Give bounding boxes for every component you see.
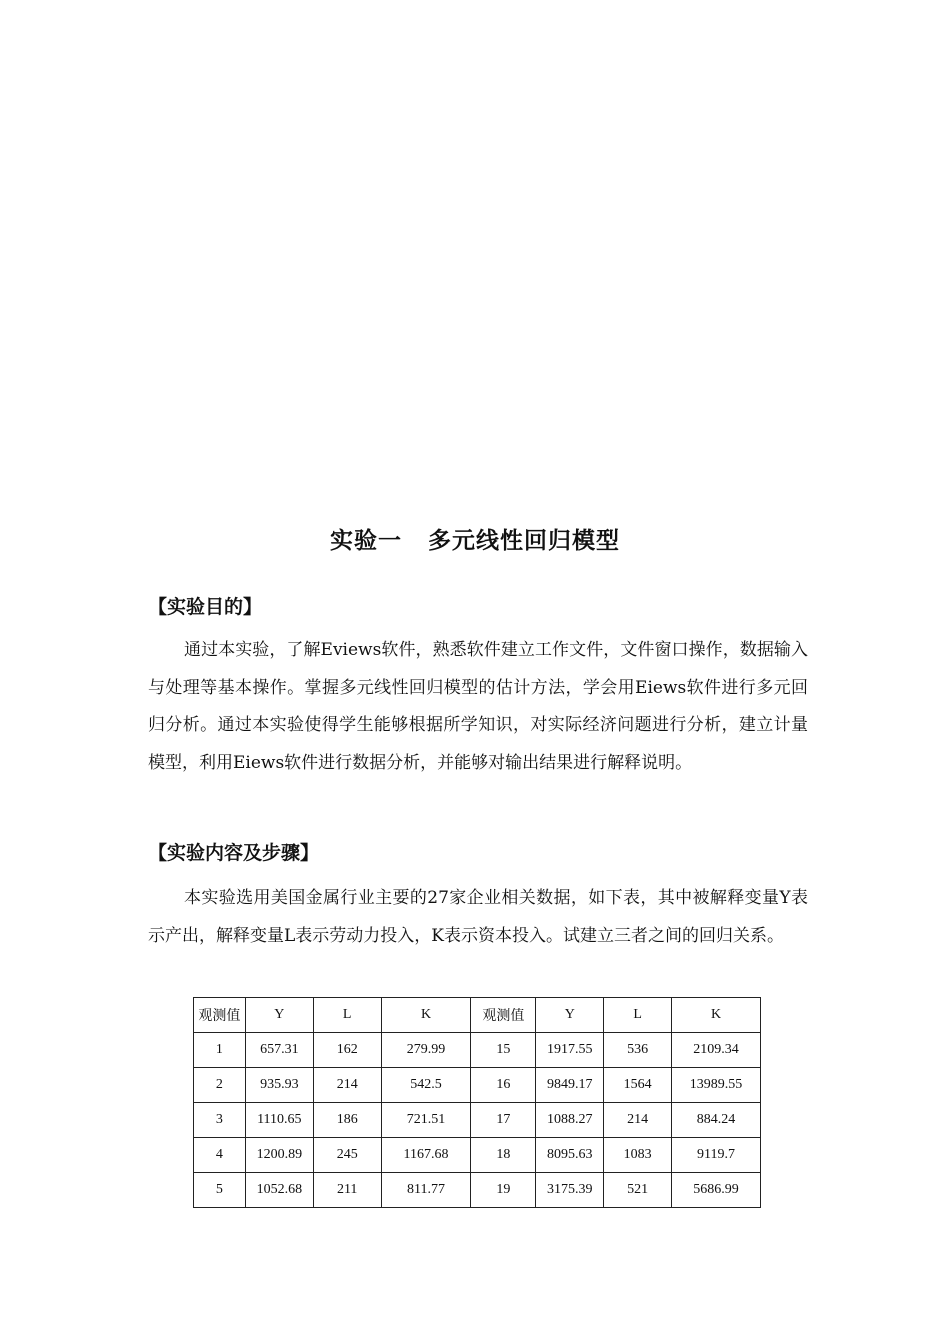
table-cell: 245 xyxy=(313,1138,381,1173)
table-cell: 5 xyxy=(194,1173,246,1208)
title-part-2: 多元线性回归模型 xyxy=(428,528,620,554)
header-cell: Y xyxy=(536,998,604,1033)
table-header-row xyxy=(194,998,761,1033)
table-cell: 13989.55 xyxy=(672,1068,761,1103)
table-cell: 19 xyxy=(471,1173,536,1208)
table-cell: 721.51 xyxy=(381,1103,471,1138)
table-cell: 1 xyxy=(194,1033,246,1068)
table-row xyxy=(194,1138,761,1173)
header-cell: 观测值 xyxy=(471,998,536,1033)
table-row xyxy=(194,1103,761,1138)
table-cell: 15 xyxy=(471,1033,536,1068)
table-row xyxy=(194,1068,761,1103)
table-row xyxy=(194,1173,761,1208)
header-cell: 观测值 xyxy=(194,998,246,1033)
header-cell: K xyxy=(381,998,471,1033)
table-cell: 1052.68 xyxy=(245,1173,313,1208)
table-cell: 1167.68 xyxy=(381,1138,471,1173)
table-cell: 657.31 xyxy=(245,1033,313,1068)
table-cell: 536 xyxy=(604,1033,672,1068)
table-cell: 2109.34 xyxy=(672,1033,761,1068)
table-cell: 1110.65 xyxy=(245,1103,313,1138)
table-cell: 8095.63 xyxy=(536,1138,604,1173)
table-cell: 811.77 xyxy=(381,1173,471,1208)
table-cell: 4 xyxy=(194,1138,246,1173)
section-heading-objective: 【实验目的】 xyxy=(148,596,263,618)
table-cell: 1564 xyxy=(604,1068,672,1103)
table-cell: 1088.27 xyxy=(536,1103,604,1138)
table-cell: 1083 xyxy=(604,1138,672,1173)
header-cell: L xyxy=(604,998,672,1033)
section-heading-content-steps: 【实验内容及步骤】 xyxy=(148,842,320,864)
table-cell: 17 xyxy=(471,1103,536,1138)
table-cell: 1917.55 xyxy=(536,1033,604,1068)
table-cell: 9849.17 xyxy=(536,1068,604,1103)
content-paragraph: 本实验选用美国金属行业主要的27家企业相关数据，如下表，其中被解释变量Y表示产出，解释变量L表示劳动力投入，K表示资本投入。试建立三者之间的回归关系。 xyxy=(148,888,808,946)
table-cell: 186 xyxy=(313,1103,381,1138)
table-cell: 1200.89 xyxy=(245,1138,313,1173)
table-cell: 9119.7 xyxy=(672,1138,761,1173)
header-cell: Y xyxy=(245,998,313,1033)
table-cell: 3175.39 xyxy=(536,1173,604,1208)
table-cell: 162 xyxy=(313,1033,381,1068)
table-cell: 935.93 xyxy=(245,1068,313,1103)
data-table xyxy=(193,997,761,1208)
table-cell: 3 xyxy=(194,1103,246,1138)
table-cell: 5686.99 xyxy=(672,1173,761,1208)
header-cell: L xyxy=(313,998,381,1033)
table-cell: 16 xyxy=(471,1068,536,1103)
table-cell: 521 xyxy=(604,1173,672,1208)
table-cell: 18 xyxy=(471,1138,536,1173)
table-cell: 884.24 xyxy=(672,1103,761,1138)
table-row xyxy=(194,1033,761,1068)
table-cell: 214 xyxy=(604,1103,672,1138)
table-cell: 542.5 xyxy=(381,1068,471,1103)
objective-paragraph: 通过本实验，了解Eviews软件，熟悉软件建立工作文件，文件窗口操作，数据输入与处理等基本操作。掌握多元线性回归模型的估计方法，学会用Eiews软件进行多元回归分析。通过本实验使得学生能够根据所学知识，对实际经济问题进行分析，建立计量模型，利用Eiews软件进行数据分析，并能够对输出结果进行解释说明。 xyxy=(148,640,808,773)
table-cell: 2 xyxy=(194,1068,246,1103)
header-cell: K xyxy=(672,998,761,1033)
title-part-1: 实验一 xyxy=(330,528,402,554)
table-cell: 211 xyxy=(313,1173,381,1208)
table-cell: 214 xyxy=(313,1068,381,1103)
table-cell: 279.99 xyxy=(381,1033,471,1068)
document-title xyxy=(0,522,950,555)
